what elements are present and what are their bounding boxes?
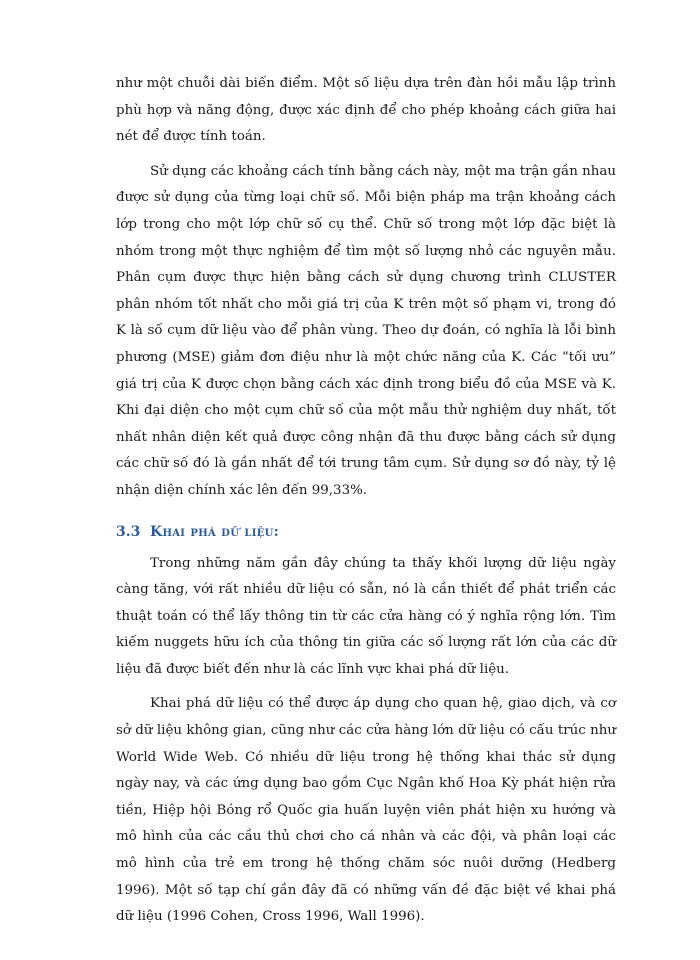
- paragraph-continuation: như một chuỗi dài biến điểm. Một số liệu dựa trên đàn hồi mẫu lập trình phù hợp và năng động, được xác định để cho phép khoảng cách giữa hai nét để được tính toán.: [116, 76, 616, 145]
- paragraph-data-mining-intro: Trong những năm gần đây chúng ta thấy khối lượng dữ liệu ngày càng tăng, với rất nhiều dữ liệu có sẵn, nó là cần thiết để phát triển các thuật toán có thể lấy thông tin từ các cửa hàng có ý nghĩa rộng lớn. Tìm kiếm nuggets hữu ích của thông tin giữa các số lượng rất lớn của các dữ liệu đã được biết đến như là các lĩnh vực khai phá dữ liệu.: [116, 555, 616, 677]
- section-number: 3.3: [116, 523, 141, 540]
- paragraph-data-mining-applications: Khai phá dữ liệu có thể được áp dụng cho quan hệ, giao dịch, và cơ sở dữ liệu không gian, cũng như các cửa hàng lớn dữ liệu có cấu trúc như World Wide Web. Có nhiều dữ liệu trong hệ thống khai thác sử dụng ngày nay, và các ứng dụng bao gồm Cục Ngân khố Hoa Kỳ phát hiện rửa tiền, Hiệp hội Bóng rổ Quốc gia huấn luyện viên phát hiện xu hướng và mô hình của các cầu thủ chơi cho cá nhân và các đội, và phân loại các mô hình của trẻ em trong hệ thống chăm sóc nuôi dưỡng (Hedberg 1996). Một số tạp chí gần đây đã có những vấn đề đặc biệt về khai phá dữ liệu (1996 Cohen, Cross 1996, Wall 1996).: [116, 696, 616, 925]
- document-page: [116, 71, 616, 931]
- paragraph-clustering: Sử dụng các khoảng cách tính bằng cách này, một ma trận gần nhau được sử dụng của từng loại chữ số. Mỗi biện pháp ma trận khoảng cách lớp trong cho một lớp chữ số cụ thể. Chữ số trong một lớp đặc biệt là nhóm trong một thực nghiệm để tìm một số lượng nhỏ các nguyên mẫu. Phân cụm được thực hiện bằng cách sử dụng chương trình CLUSTER phân nhóm tốt nhất cho mỗi giá trị của K trên một số phạm vi, trong đó K là số cụm dữ liệu vào để phân vùng. Theo dự đoán, có nghĩa là lỗi bình phương (MSE) giảm đơn điệu như là một chức năng của K. Các “tối ưu” giá trị của K được chọn bằng cách xác định trong biểu đồ của MSE và K. Khi đại diện cho một cụm chữ số của một mẫu thử nghiệm duy nhất, tốt nhất nhân diện kết quả được công nhận đã thu được bằng cách sử dụng các chữ số đó là gần nhất để tới trung tâm cụm. Sử dụng sơ đồ này, tỷ lệ nhận diện chính xác lên đến 99,33%.: [116, 163, 616, 498]
- section-heading: [116, 519, 616, 545]
- section-title: Khai phá dữ liệu:: [150, 523, 280, 540]
